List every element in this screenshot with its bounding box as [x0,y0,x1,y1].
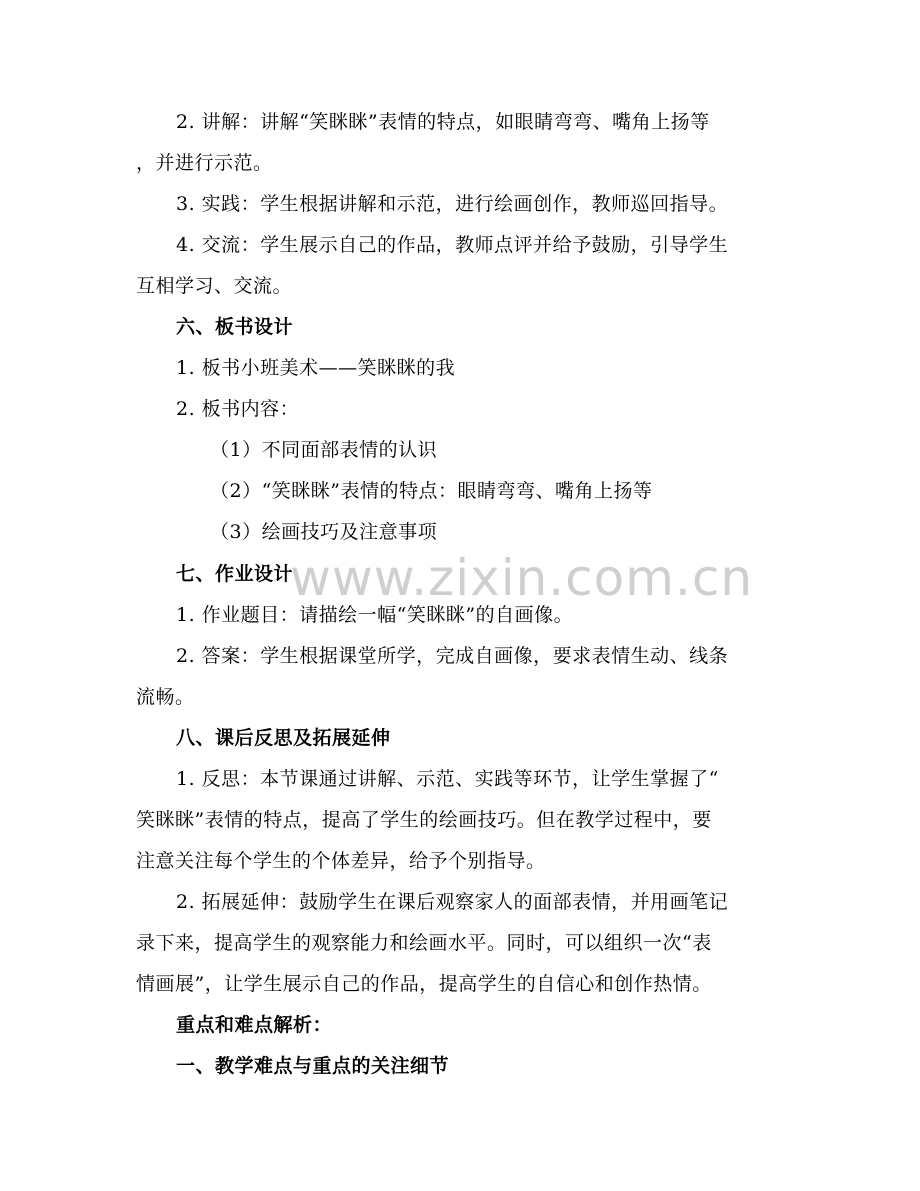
paragraph-line: 2. 答案：学生根据课堂所学，完成自画像，要求表情生动、线条 [176,645,729,667]
list-item: （3）绘画技巧及注意事项 [210,521,438,543]
paragraph-line: 2. 板书内容： [176,398,300,420]
paragraph-line: 1. 作业题目：请描绘一幅“笑眯眯”的自画像。 [176,604,574,626]
paragraph-line: 3. 实践：学生根据讲解和示范，进行绘画创作，教师巡回指导。 [176,193,729,215]
section-heading: 七、作业设计 [176,563,294,585]
paragraph-line: 4. 交流：学生展示自己的作品，教师点评并给予鼓励，引导学生 [176,234,729,256]
paragraph-line: 情画展”，让学生展示自己的作品，提高学生的自信心和创作热情。 [136,973,712,995]
paragraph-line: 录下来，提高学生的观察能力和绘画水平。同时，可以组织一次“表 [136,932,712,954]
list-item: （2）“笑眯眯”表情的特点：眼睛弯弯、嘴角上扬等 [210,480,653,502]
paragraph-line: 1. 反思：本节课通过讲解、示范、实践等环节，让学生掌握了“ [176,768,719,790]
section-heading: 六、板书设计 [176,316,294,338]
watermark: www.zixin.com.cn [290,549,754,607]
paragraph-line: 互相学习、交流。 [136,275,293,297]
paragraph-line: ，并进行示范。 [136,152,273,174]
paragraph-line: 注意关注每个学生的个体差异，给予个别指导。 [136,850,546,872]
list-item: （1）不同面部表情的认识 [210,439,438,461]
paragraph-line: 1. 板书小班美术——笑眯眯的我 [176,357,456,379]
paragraph-line: 笑眯眯”表情的特点，提高了学生的绘画技巧。但在教学过程中，要 [136,809,712,831]
section-heading: 重点和难点解析： [176,1014,333,1036]
paragraph-line: 2. 讲解：讲解“笑眯眯”表情的特点，如眼睛弯弯、嘴角上扬等 [176,111,710,133]
section-heading: 一、教学难点与重点的关注细节 [176,1055,450,1077]
paragraph-line: 2. 拓展延伸：鼓励学生在课后观察家人的面部表情，并用画笔记 [176,891,729,913]
paragraph-line: 流畅。 [136,686,195,708]
section-heading: 八、课后反思及拓展延伸 [176,727,391,749]
